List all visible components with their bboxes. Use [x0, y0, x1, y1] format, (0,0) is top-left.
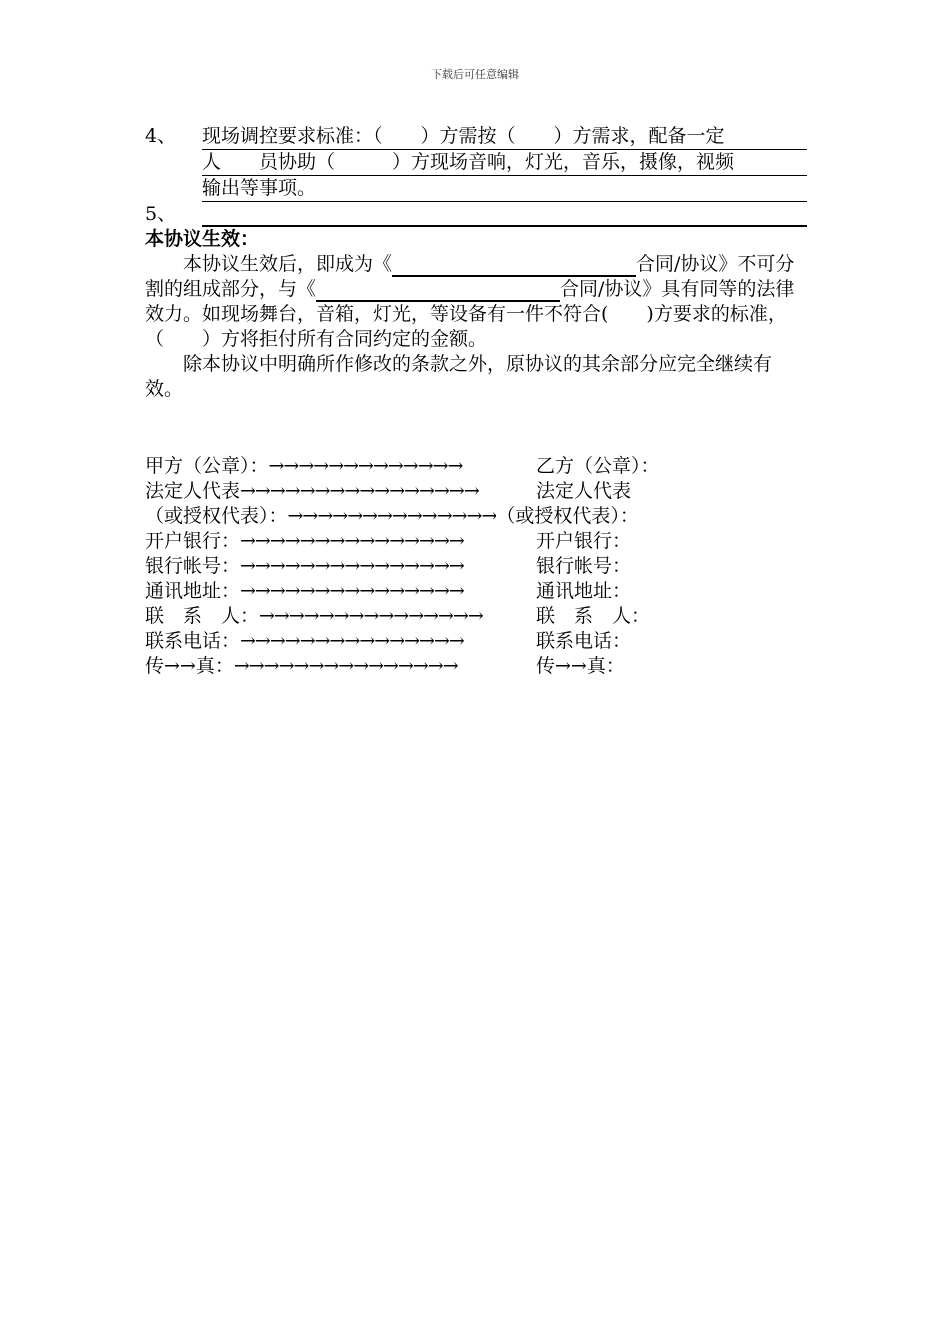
- clause-line: 输出等事项。: [202, 176, 807, 202]
- clause-5: [145, 202, 807, 227]
- sig-label-left: 联系电话：: [145, 630, 241, 652]
- sig-arrow-fill: →→→→→→→→→→→→→→→→: [240, 480, 479, 502]
- effect-paragraph-1: [145, 252, 807, 352]
- clause-number: 4、: [145, 125, 177, 147]
- signature-block: [145, 454, 807, 679]
- para1-part-c: 合同/协议》具有同等的法律效力。如现场舞台，音箱，灯光，等设备有一件不符合( )方要求的标准，（ ）方将拒付所有合同约定的金额。: [145, 278, 795, 350]
- section-heading: 本协议生效：: [145, 228, 260, 250]
- sig-label-left: 甲方（公章）：: [145, 455, 269, 477]
- sig-label-left: （或授权代表）：: [145, 505, 288, 527]
- sig-label-right: 法定人代表: [536, 480, 632, 502]
- sig-arrow-fill: →→→→→→→→→→→→→→→: [240, 630, 464, 652]
- sig-label-right: 银行帐号：: [536, 555, 632, 577]
- page-header: 下载后可任意编辑: [431, 68, 519, 81]
- sig-arrow-fill: →→→→→→→→→→→→→→→: [259, 605, 483, 627]
- signature-row: [145, 604, 807, 629]
- sig-label-right: 开户银行：: [536, 530, 632, 552]
- sig-arrow-fill: →→→→→→→→→→→→→→→: [240, 580, 464, 602]
- sig-label-left: 联 系 人：: [145, 605, 260, 627]
- sig-label-right: 传→→真：: [536, 655, 625, 677]
- sig-arrow-fill: →→→→→→→→→→→→→→→: [240, 555, 464, 577]
- effect-paragraph-2: 除本协议中明确所作修改的条款之外，原协议的其余部分应完全继续有效。: [145, 353, 773, 400]
- sig-label-right: 联系电话：: [536, 630, 632, 652]
- contract-name-blank-2: [316, 280, 560, 302]
- clause-line: 人 员协助（ ）方现场音响，灯光，音乐，摄像，视频: [202, 150, 807, 176]
- signature-row: [145, 629, 807, 654]
- sig-label-left: 传→→真：: [145, 655, 234, 677]
- signature-row: [145, 579, 807, 604]
- signature-row: [145, 654, 807, 679]
- sig-label-right: 联 系 人：: [536, 605, 651, 627]
- contract-name-blank-1: [392, 255, 636, 277]
- sig-label-right: （或授权代表）：: [496, 505, 639, 527]
- sig-label-left: 通讯地址：: [145, 580, 241, 602]
- sig-label-left: 开户银行：: [145, 530, 241, 552]
- signature-row: [145, 554, 807, 579]
- clause-number: 5、: [145, 203, 177, 225]
- signature-row: [145, 454, 807, 479]
- sig-arrow-fill: →→→→→→→→→→→→→→→: [240, 530, 464, 552]
- sig-label-left: 法定人代表: [145, 480, 241, 502]
- clause-blank-line: [202, 202, 807, 227]
- sig-label-left: 银行帐号：: [145, 555, 241, 577]
- sig-arrow-fill: →→→→→→→→→→→→→→: [287, 505, 497, 527]
- clause-line: 现场调控要求标准：（ ）方需按（ ）方需求，配备一定: [202, 124, 807, 150]
- signature-row: [145, 529, 807, 554]
- document-body: [145, 124, 807, 679]
- clause-body: [202, 124, 807, 202]
- sig-label-right: 乙方（公章）：: [536, 455, 660, 477]
- para1-part-a: 本协议生效后，即成为《: [183, 253, 393, 275]
- sig-arrow-fill: →→→→→→→→→→→→→→→: [233, 655, 458, 677]
- signature-row: [145, 504, 807, 529]
- sig-label-right: 通讯地址：: [536, 580, 632, 602]
- clause-4: [145, 124, 807, 202]
- sig-arrow-fill: →→→→→→→→→→→→→: [268, 455, 463, 477]
- signature-row: [145, 479, 807, 504]
- para1-part-b: 合同/协议》不可分割的组成部分，与《: [145, 253, 795, 300]
